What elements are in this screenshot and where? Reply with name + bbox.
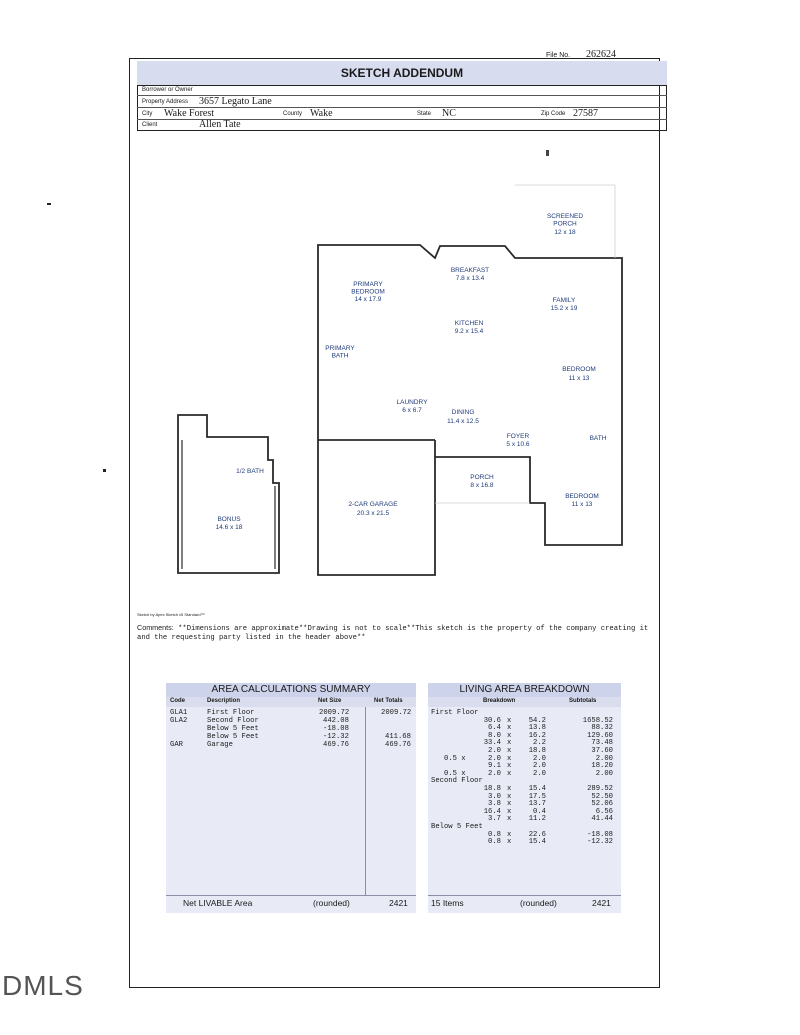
living-row-dim-b: 18.8 [528,747,546,755]
sketch-credit: Sketch by Apex Sketch v5 Standard™ [137,612,205,617]
area-row-code: GLA1 [170,709,188,717]
living-row-subtotal: 18.20 [591,762,613,771]
living-row-dim-b: 13.7 [528,800,546,809]
garage-wall [318,440,435,457]
living-row-dim-a: 30.6 [483,716,501,725]
room-family: FAMILY [552,297,576,304]
living-row-dim-b: 11.2 [528,815,546,824]
living-row-subtotal: 37.60 [591,747,613,755]
col-description: Description [207,698,241,704]
area-row-net-total: 469.76 [385,741,411,749]
col-code: Code [170,698,185,704]
living-row-times: x [507,762,512,771]
room-dining-dims: 11.4 x 12.5 [447,418,479,425]
page-title: SKETCH ADDENDUM [137,61,667,86]
room-name-line: SCREENED [546,213,584,220]
client-value: Allen Tate [199,119,241,130]
file-no-value: 262624 [586,49,616,60]
area-row-description: Garage [207,741,233,749]
living-row-times: x [507,792,512,801]
room-primary-bath [325,345,355,360]
living-row-times: x [507,769,512,778]
living-row-dim-a: 16.4 [483,807,501,816]
living-row-times: x [507,754,512,763]
room-name-line: BATH [331,352,349,360]
scan-mark [47,203,51,205]
living-breakdown-title: LIVING AREA BREAKDOWN [428,683,621,697]
area-row-net-size: -12.32 [323,733,349,741]
living-row-dim-a: 2.0 [488,754,501,763]
living-total-value: 2421 [592,898,611,908]
living-row-dim-a: 2.0 [488,747,501,755]
city-value: Wake Forest [164,108,215,119]
floor-plan-walls [178,245,622,575]
room-foyer: FOYER [506,433,530,440]
living-row-dim-a: 0.8 [488,830,501,839]
scan-mark [546,150,549,156]
property-address-label: Property Address [142,99,189,105]
living-row-subtotal: 2.00 [595,769,613,778]
living-row-times: x [507,716,512,725]
living-row-dim-b: 0.4 [533,807,546,816]
living-rounded: (rounded) [520,898,557,908]
client-label: Client [142,122,158,128]
room-name-line: PORCH [553,220,577,228]
room-breakfast-dims: 7.8 x 13.4 [455,275,485,282]
room-porch: PORCH [470,474,494,481]
living-row-dim-b: 15.4 [528,838,546,847]
living-breakdown-footer-line [428,895,621,896]
area-row-net-total: 411.68 [385,733,411,741]
living-row-subtotal: 73.48 [591,739,613,748]
room-half-bath: 1/2 BATH [236,468,264,475]
col-net-size: Net Size [318,698,342,704]
col-subtotals: Subtotals [569,698,597,704]
living-row-dim-b: 2.2 [533,739,546,748]
room-screened-porch-dims: 12 x 18 [554,229,576,236]
room-porch-dims: 8 x 16.8 [470,482,494,489]
borrower-label: Borrower or Owner [142,87,193,93]
living-row-dim-b: 54.2 [528,716,546,725]
living-row-subtotal: 129.60 [587,731,613,740]
living-row-times: x [507,838,512,847]
file-no-label: File No. [546,52,571,59]
area-row-description: Below 5 Feet [207,733,259,741]
net-livable-label: Net LIVABLE Area [183,898,253,908]
living-row-dim-b: 2.0 [533,769,546,778]
room-name-line: BEDROOM [351,288,385,296]
living-row-subtotal: 6.56 [595,807,613,816]
room-bath: BATH [589,435,607,442]
area-row-net-size: 2009.72 [319,709,350,717]
porch-outline [435,185,615,503]
living-row-dim-a: 33.4 [483,739,501,748]
comments-line-1: **Dimensions are approximate**Drawing is not to scale**This sketch is the property of the company creating it [178,625,649,633]
comments-line-2: and the requesting party listed in the header above** [137,634,366,642]
living-row-subtotal: 1658.52 [582,716,613,725]
living-row-times: x [507,807,512,816]
living-row-times: x [507,731,512,740]
living-row-factor: 0.5 x [444,754,466,763]
net-livable-value: 2421 [389,898,408,908]
living-row-times: x [507,830,512,839]
living-row-subtotal: 52.50 [591,792,613,801]
comments [137,623,657,643]
property-address-value: 3657 Legato Lane [199,96,272,107]
room-laundry-dims: 6 x 6.7 [402,407,422,414]
living-row-times: x [507,747,512,755]
living-row-subtotal: -12.32 [587,838,613,847]
living-row-factor: 0.5 x [444,769,466,778]
living-row-dim-b: 13.8 [528,724,546,733]
area-row-code: GAR [170,741,183,749]
area-row-net-size: 469.76 [323,741,349,749]
room-bonus: BONUS [217,516,241,523]
room-screened-porch [547,213,583,228]
room-bedroom-1: BEDROOM [562,366,596,373]
scan-mark [103,469,106,472]
living-items-count: 15 Items [431,898,464,908]
room-family-dims: 15.2 x 19 [550,305,578,312]
living-row-dim-a: 9.1 [488,762,501,771]
state-value: NC [442,108,456,119]
living-row-dim-b: 22.6 [528,830,546,839]
room-bedroom-1-dims: 11 x 13 [568,375,590,382]
living-row-dim-b: 15.4 [528,785,546,793]
state-label: State [417,111,432,117]
room-dining: DINING [451,409,475,416]
living-row-dim-a: 2.0 [488,769,501,778]
room-bonus-dims: 14.6 x 18 [215,524,243,531]
room-bedroom-2-dims: 11 x 13 [571,501,593,508]
living-row-subtotal: 88.32 [591,724,613,733]
bonus-outline [178,415,279,573]
living-row-dim-a: 6.4 [488,724,501,733]
living-row-times: x [507,785,512,793]
living-row-dim-a: 18.8 [483,785,501,793]
living-row-dim-a: 3.8 [488,800,501,809]
living-row-dim-a: 3.0 [488,792,501,801]
room-primary-bedroom [351,281,385,296]
living-row-dim-a: 0.8 [488,838,501,847]
living-section-label: First Floor [431,709,479,717]
living-row-times: x [507,724,512,733]
living-row-subtotal: -18.08 [587,830,613,839]
room-foyer-dims: 5 x 10.6 [506,441,530,448]
living-row-dim-a: 8.0 [488,731,501,740]
area-summary-title: AREA CALCULATIONS SUMMARY [166,683,416,697]
area-row-net-total: 2009.72 [381,709,412,717]
area-summary-panel [166,683,416,913]
zip-value: 27587 [573,108,598,119]
living-row-times: x [507,800,512,809]
col-breakdown: Breakdown [483,698,516,704]
living-row-dim-b: 17.5 [528,792,546,801]
room-breakfast: BREAKFAST [450,267,490,274]
room-bedroom-2: BEDROOM [565,493,599,500]
room-kitchen: KITCHEN [454,320,484,327]
room-garage: 2-CAR GARAGE [348,501,398,508]
room-name-line: PRIMARY [353,281,383,288]
zip-label: Zip Code [541,111,566,117]
city-label: City [142,111,153,117]
county-label: County [283,111,303,117]
living-section-label: Second Floor [431,777,483,786]
room-laundry: LAUNDRY [396,399,428,406]
comments-label: Comments: [137,623,174,632]
living-row-subtotal: 2.00 [595,754,613,763]
col-net-totals: Net Totals [374,698,403,704]
living-row-dim-b: 2.0 [533,754,546,763]
area-row-code: GLA2 [170,717,188,725]
area-row-description: Second Floor [207,717,259,725]
room-garage-dims: 20.3 x 21.5 [356,510,390,517]
area-summary-footer-line [166,895,416,896]
living-row-subtotal: 289.52 [587,785,613,793]
living-row-dim-b: 16.2 [528,731,546,740]
room-primary-bedroom-dims: 14 x 17.9 [354,296,382,303]
net-livable-rounded: (rounded) [313,898,350,908]
room-name-line: PRIMARY [325,345,355,352]
living-row-subtotal: 52.06 [591,800,613,809]
living-section-label: Below 5 Feet [431,823,483,831]
area-row-net-size: 442.08 [323,717,349,725]
living-row-times: x [507,815,512,824]
area-row-description: Below 5 Feet [207,725,259,733]
area-row-description: First Floor [207,709,255,717]
county-value: Wake [310,108,333,119]
living-row-dim-a: 3.7 [488,815,501,824]
living-row-subtotal: 41.44 [591,815,613,824]
room-kitchen-dims: 9.2 x 15.4 [454,328,484,335]
bonus-inner-wall [182,440,275,569]
area-row-net-size: -18.08 [323,725,349,733]
living-row-dim-b: 2.0 [533,762,546,771]
watermark: DMLS [2,970,84,1001]
area-summary-divider [365,707,366,895]
living-row-times: x [507,739,512,748]
